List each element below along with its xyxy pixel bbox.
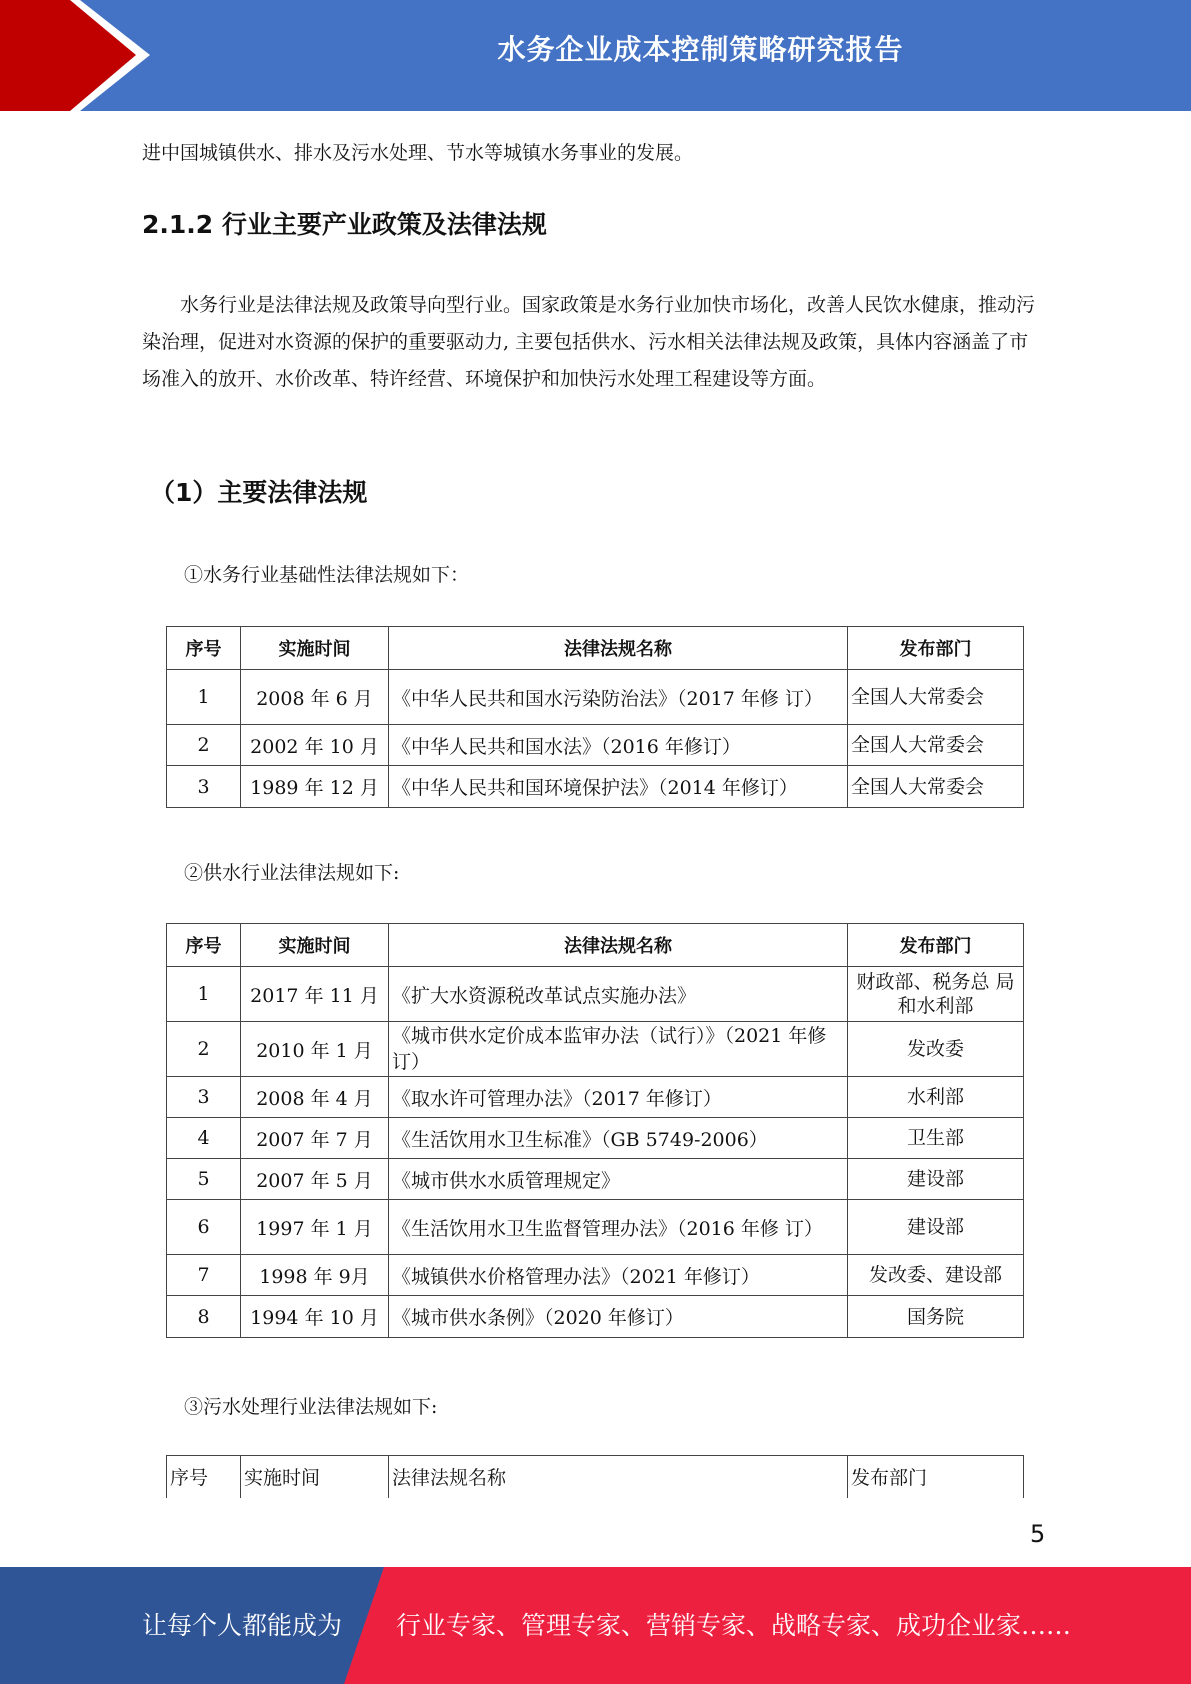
cell-dept: 全国人大常委会 — [848, 670, 1024, 725]
col-header-name: 法律法规名称 — [389, 1456, 848, 1498]
cell-date: 2002 年 10 月 — [241, 725, 389, 766]
cell-name: 《城市供水条例》（2020 年修订） — [389, 1296, 848, 1338]
intro-continuation: 进中国城镇供水、排水及污水处理、节水等城镇水务事业的发展。 — [142, 142, 694, 164]
col-header-no: 序号 — [167, 1456, 241, 1498]
table-water-supply-laws — [166, 923, 1024, 1338]
table-row — [167, 1296, 1024, 1338]
table-row — [167, 1200, 1024, 1255]
table1-caption: ①水务行业基础性法律法规如下： — [184, 564, 470, 586]
cell-date: 1997 年 1 月 — [241, 1200, 389, 1255]
cell-dept: 建设部 — [848, 1159, 1024, 1200]
col-header-name: 法律法规名称 — [389, 924, 848, 967]
cell-date: 1989 年 12 月 — [241, 766, 389, 808]
table2-caption: ②供水行业法律法规如下: — [184, 862, 400, 884]
cell-no: 3 — [167, 766, 241, 808]
cell-no: 5 — [167, 1159, 241, 1200]
cell-name: 《城市供水定价成本监审办法（试行）》（2021 年修订） — [389, 1022, 848, 1077]
col-header-dept: 发布部门 — [848, 1456, 1024, 1498]
cell-no: 1 — [167, 967, 241, 1022]
col-header-name: 法律法规名称 — [389, 627, 848, 670]
section-heading: 2.1.2 行业主要产业政策及法律法规 — [142, 210, 547, 239]
col-header-no: 序号 — [167, 627, 241, 670]
table-row — [167, 725, 1024, 766]
cell-no: 2 — [167, 725, 241, 766]
cell-dept: 全国人大常委会 — [848, 725, 1024, 766]
cell-dept: 发改委 — [848, 1022, 1024, 1077]
cell-dept: 水利部 — [848, 1077, 1024, 1118]
table-row — [167, 967, 1024, 1022]
table-row — [167, 1159, 1024, 1200]
document-title: 水务企业成本控制策略研究报告 — [497, 33, 904, 66]
cell-name: 《生活饮用水卫生监督管理办法》（2016 年修 订） — [389, 1200, 848, 1255]
subsection-heading: （1）主要法律法规 — [150, 478, 368, 507]
cell-date: 2010 年 1 月 — [241, 1022, 389, 1077]
cell-date: 2008 年 4 月 — [241, 1077, 389, 1118]
cell-no: 6 — [167, 1200, 241, 1255]
cell-date: 2017 年 11 月 — [241, 967, 389, 1022]
table-row — [167, 766, 1024, 808]
cell-date: 1998 年 9月 — [241, 1255, 389, 1296]
col-header-date: 实施时间 — [241, 924, 389, 967]
cell-name: 《中华人民共和国水污染防治法》（2017 年修 订） — [389, 670, 848, 725]
cell-name: 《城市供水水质管理规定》 — [389, 1159, 848, 1200]
col-header-dept: 发布部门 — [848, 627, 1024, 670]
cell-date: 2008 年 6 月 — [241, 670, 389, 725]
cell-no: 2 — [167, 1022, 241, 1077]
footer-slogan-right: 行业专家、管理专家、营销专家、战略专家、成功企业家…… — [396, 1611, 1072, 1640]
cell-dept: 财政部、税务总 局和水利部 — [848, 967, 1024, 1022]
cell-dept: 发改委、建设部 — [848, 1255, 1024, 1296]
cell-name: 《中华人民共和国水法》（2016 年修订） — [389, 725, 848, 766]
cell-date: 2007 年 7 月 — [241, 1118, 389, 1159]
table-basic-laws — [166, 626, 1024, 808]
table-row — [167, 1118, 1024, 1159]
cell-date: 1994 年 10 月 — [241, 1296, 389, 1338]
table-row — [167, 1255, 1024, 1296]
cell-no: 1 — [167, 670, 241, 725]
cell-dept: 卫生部 — [848, 1118, 1024, 1159]
table3-caption: ③污水处理行业法律法规如下: — [184, 1396, 438, 1418]
page-header — [0, 0, 1191, 111]
cell-name: 《扩大水资源税改革试点实施办法》 — [389, 967, 848, 1022]
page-number: 5 — [1030, 1520, 1046, 1548]
cell-no: 3 — [167, 1077, 241, 1118]
col-header-no: 序号 — [167, 924, 241, 967]
cell-dept: 建设部 — [848, 1200, 1024, 1255]
table-row — [167, 670, 1024, 725]
cell-dept: 国务院 — [848, 1296, 1024, 1338]
table-wastewater-laws — [166, 1455, 1024, 1498]
cell-no: 7 — [167, 1255, 241, 1296]
cell-name: 《取水许可管理办法》（2017 年修订） — [389, 1077, 848, 1118]
table-row — [167, 1022, 1024, 1077]
cell-no: 8 — [167, 1296, 241, 1338]
footer-slogan-left: 让每个人都能成为 — [142, 1611, 343, 1640]
page-footer — [0, 1567, 1191, 1684]
section-paragraph: 水务行业是法律法规及政策导向型行业。国家政策是水务行业加快市场化，改善人民饮水健康，推动污染治理，促进对水资源的保护的重要驱动力, 主要包括供水、污水相关法律法规及政策，具体内容涵盖了市场准入的放开、水价改革、特许经营、环境保护和加快污水处理工程建设等方面。 — [142, 294, 1036, 390]
col-header-dept: 发布部门 — [848, 924, 1024, 967]
cell-name: 《城镇供水价格管理办法》（2021 年修订） — [389, 1255, 848, 1296]
cell-name: 《生活饮用水卫生标准》（GB 5749-2006） — [389, 1118, 848, 1159]
cell-name: 《中华人民共和国环境保护法》（2014 年修订） — [389, 766, 848, 808]
cell-no: 4 — [167, 1118, 241, 1159]
col-header-date: 实施时间 — [241, 627, 389, 670]
table-row — [167, 1077, 1024, 1118]
cell-dept: 全国人大常委会 — [848, 766, 1024, 808]
col-header-date: 实施时间 — [241, 1456, 389, 1498]
cell-date: 2007 年 5 月 — [241, 1159, 389, 1200]
